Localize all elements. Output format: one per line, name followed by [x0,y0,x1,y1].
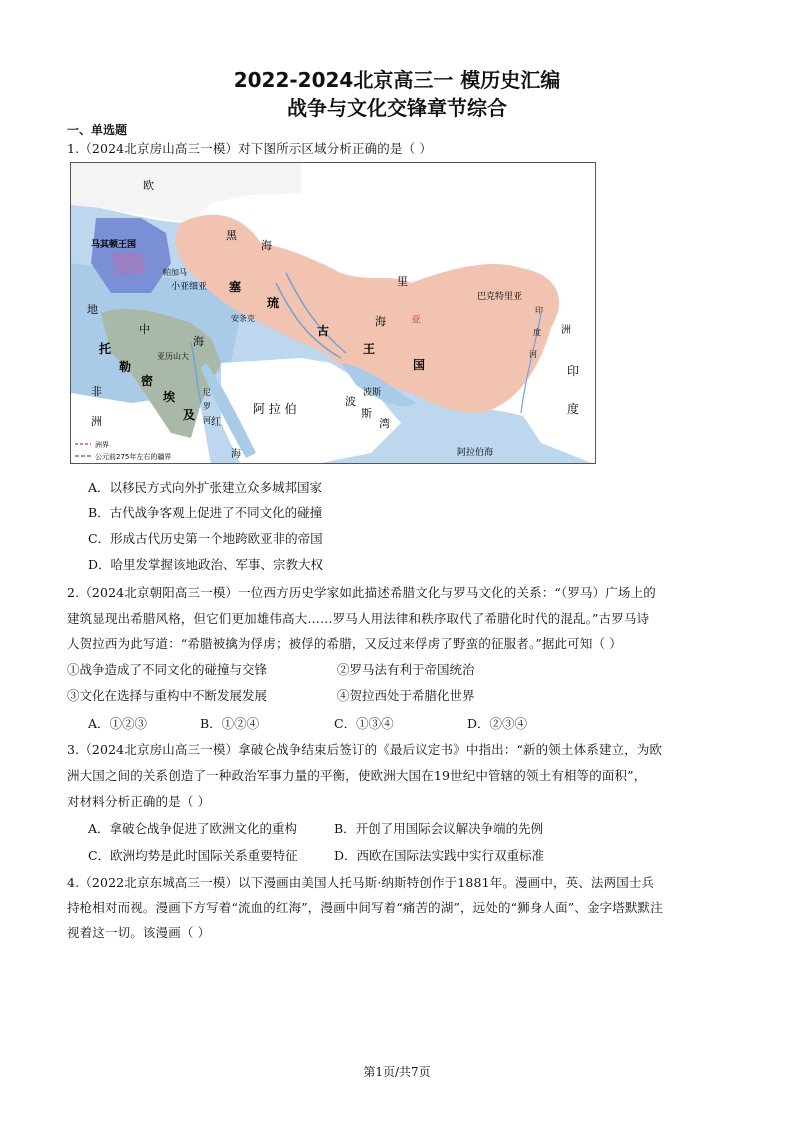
q3-option-c: C．欧洲均势是此时国际关系重要特征 [88,848,298,863]
page-number: 第1页/共7页 [363,1065,431,1079]
map-label: 国 [413,358,426,372]
map-label: 巴克特里亚 [477,292,523,302]
document-subtitle: 战争与文化交锋章节综合 [287,96,507,120]
map-label: 湾 [379,417,390,430]
map-label: 欧 [143,179,154,192]
map-label: 红 [211,417,221,428]
q2-option-b: B．①②④ [200,716,260,731]
document-title: 2022-2024北京高三一 模历史汇编 [233,68,561,92]
map-label: 里 [397,275,408,288]
map-label: 埃 [163,390,176,404]
hellenistic-map [70,162,596,464]
q3-option-d: D．西欧在国际法实践中实行双重标准 [334,848,545,863]
question-2-stem-line: 2.（2024北京朝阳高三一模）一位西方历史学家如此描述希腊文化与罗马文化的关系：“（罗马）广场上的 [67,585,656,600]
map-label: 中 [139,323,150,336]
map-label: 海 [375,315,386,328]
q2-item-3: ③文化在选择与重构中不断发展发展 [67,688,268,703]
q2-option-c: C．①③④ [334,716,394,731]
q3-option-b: B．开创了用国际会议解决争端的先例 [334,821,544,836]
map-label: 斯 [361,407,372,420]
map-label: 安条克 [231,314,255,323]
map-label: 度 [533,328,541,337]
question-4-stem-line: 4.（2022北京东城高三一模）以下漫画由美国人托马斯·纳斯特创作于1881年。漫画中，英、法两国士兵 [67,875,655,890]
map-label: 波斯 [363,388,382,398]
map-label: 地 [87,303,98,316]
map-label: 密 [141,374,154,388]
q2-item-2: ②罗马法有利于帝国统治 [337,662,475,677]
q2-item-1: ①战争造成了不同文化的碰撞与交锋 [67,662,268,677]
map-label: 琉 [267,296,280,310]
question-3-stem-line: 洲大国之间的关系创造了一种政治军事力量的平衡，使欧洲大国在19世纪中管辖的领土有相等的面积”， [67,768,647,783]
map-legend-label: 洲界 [95,441,109,449]
q1-option-b: B．古代战争客观上促进了不同文化的碰撞 [88,505,323,520]
map-label: 洲 [91,415,102,428]
map-label: 海 [261,239,272,252]
map-label: 罗 [203,402,211,411]
map-label: 非 [91,385,102,398]
map-label: 度 [567,402,580,416]
q2-option-a: A．①②③ [88,716,148,731]
question-3-stem-line: 3.（2024北京房山高三一模）拿破仑战争结束后签订的《最后议定书》中指出：“新的领土体系建立，为欧 [67,742,663,757]
q1-option-d: D．哈里发掌握该地政治、军事、宗教大权 [88,557,324,572]
q3-option-a: A．拿破仑战争促进了欧洲文化的重构 [88,821,298,836]
question-2-stem-line: 建筑显现出希腊风格，但它们更加雄伟高大……罗马人用法律和秩序取代了希腊化时代的混乱。”古罗马诗 [67,611,650,626]
question-1-stem: 1.（2024北京房山高三一模）对下图所示区域分析正确的是（ ） [67,141,433,156]
map-label: 黑 [226,229,237,242]
q1-option-c: C．形成古代历史第一个地跨欧亚非的帝国 [88,531,323,546]
map-label: 小亚细亚 [171,282,208,292]
question-3-stem-line: 对材料分析正确的是（ ） [67,794,211,809]
question-4-stem-line: 视着这一切。该漫画（ ） [67,925,211,940]
section-heading: 一、单选题 [67,123,128,137]
map-label: 海 [193,335,204,348]
question-2-stem-line: 人贺拉西为此写道：“希腊被擒为俘虏；被俘的希腊，又反过来俘虏了野蛮的征服者。”据此可知（ ） [67,636,622,651]
map-label: 河 [529,350,537,359]
map-label: 尼 [203,388,211,397]
map-label: 洲 [561,325,571,336]
map-label: 海 [231,449,241,460]
map-label: 亚 [411,315,421,326]
map-label: 阿 拉 伯 [253,402,297,416]
map-label: 托 [99,342,112,356]
map-label: 及 [183,408,196,422]
map-label: 波 [345,395,356,408]
map-legend-label: 公元前275年左右的疆界 [95,453,172,461]
map-label: 帕加马 [163,268,187,277]
map-label: 阿拉伯海 [457,448,494,458]
map-label: 亚历山大 [157,352,189,361]
map-label: 古 [317,324,330,338]
map-label: 印 [567,364,580,378]
map-label: 勒 [119,360,132,374]
map-label: 河 [203,416,211,425]
map-label: 塞 [229,280,242,294]
q1-option-a: A．以移民方式向外扩张建立众多城邦国家 [88,480,323,495]
q2-option-d: D．②③④ [467,716,528,731]
question-4-stem-line: 持枪相对而视。漫画下方写着“流血的红海”，漫画中间写着“痛苦的湖”，远处的“狮身人面”、金字塔默默注 [67,900,663,915]
map-label: 马其顿王国 [91,240,137,250]
map-label: 印 [535,306,543,315]
q2-item-4: ④贺拉西处于希腊化世界 [337,688,475,703]
map-label: 王 [363,342,376,356]
